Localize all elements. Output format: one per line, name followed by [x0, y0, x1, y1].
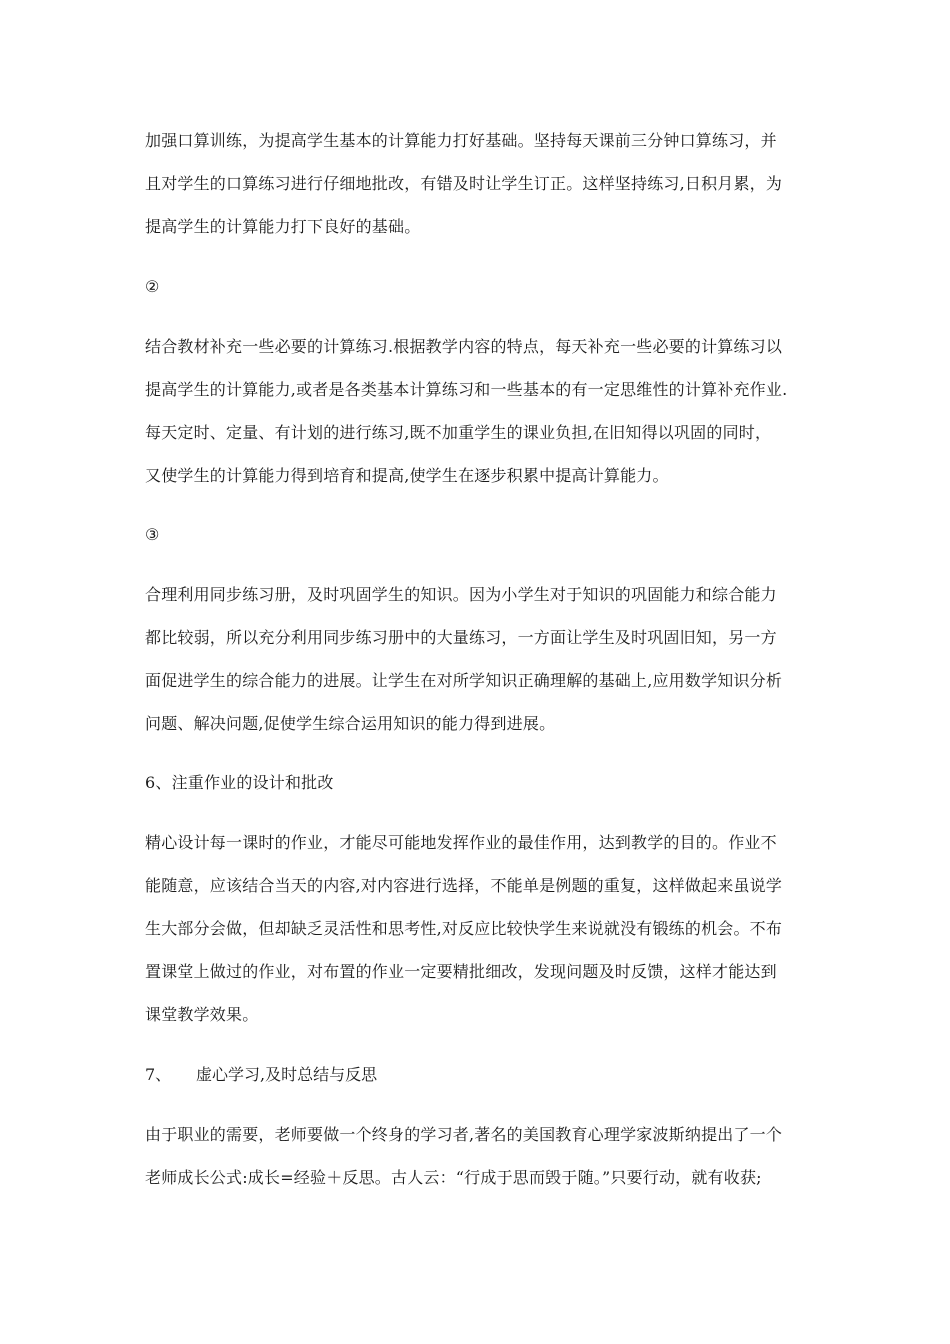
- paragraph-line: 面促进学生的综合能力的进展。让学生在对所学知识正确理解的基础上,应用数学知识分析: [145, 671, 783, 690]
- paragraph-line: 由于职业的需要，老师要做一个终身的学习者,著名的美国教育心理学家波斯纳提出了一个: [145, 1125, 783, 1144]
- paragraph-line: 生大部分会做，但却缺乏灵活性和思考性,对反应比较快学生来说就没有锻练的机会。不布: [145, 919, 783, 938]
- paragraph-line: 每天定时、定量、有计划的进行练习,既不加重学生的课业负担,在旧知得以巩固的同时，: [145, 423, 772, 442]
- paragraph-line: 且对学生的口算练习进行仔细地批改，有错及时让学生订正。这样坚持练习,日积月累，为: [145, 174, 783, 193]
- section-heading-6: 6、注重作业的设计和批改: [145, 773, 334, 792]
- section-heading-7: 虚心学习,及时总结与反思: [196, 1065, 378, 1084]
- paragraph-line: 结合教材补充一些必要的计算练习.根据教学内容的特点，每天补充一些必要的计算练习以: [145, 337, 783, 356]
- paragraph-line: 合理利用同步练习册，及时巩固学生的知识。因为小学生对于知识的巩固能力和综合能力: [145, 585, 777, 604]
- paragraph-line: 问题、解决问题,促使学生综合运用知识的能力得到进展。: [145, 714, 556, 733]
- paragraph-line: 置课堂上做过的作业，对布置的作业一定要精批细改，发现问题及时反馈，这样才能达到: [145, 962, 777, 981]
- list-marker-3: ③: [145, 525, 160, 544]
- paragraph-line: 能随意，应该结合当天的内容,对内容进行选择，不能单是例题的重复，这样做起来虽说学: [145, 876, 783, 895]
- paragraph-line: 精心设计每一课时的作业，才能尽可能地发挥作业的最佳作用，达到教学的目的。作业不: [145, 833, 777, 852]
- paragraph-line: 提高学生的计算能力,或者是各类基本计算练习和一些基本的有一定思维性的计算补充作业.: [145, 380, 788, 399]
- paragraph-line: 都比较弱，所以充分利用同步练习册中的大量练习，一方面让学生及时巩固旧知，另一方: [145, 628, 777, 647]
- list-marker-2: ②: [145, 277, 160, 296]
- paragraph-line: 课堂教学效果。: [145, 1005, 259, 1024]
- section-number-7: 7、: [145, 1065, 172, 1084]
- paragraph-line: 又使学生的计算能力得到培育和提高,使学生在逐步积累中提高计算能力。: [145, 466, 669, 485]
- paragraph-line: 老师成长公式:成长=经验＋反思。古人云：“行成于思而毁于随。”只要行动，就有收获;: [145, 1168, 762, 1187]
- paragraph-line: 提高学生的计算能力打下良好的基础。: [145, 217, 421, 236]
- paragraph-line: 加强口算训练，为提高学生基本的计算能力打好基础。坚持每天课前三分钟口算练习，并: [145, 131, 777, 150]
